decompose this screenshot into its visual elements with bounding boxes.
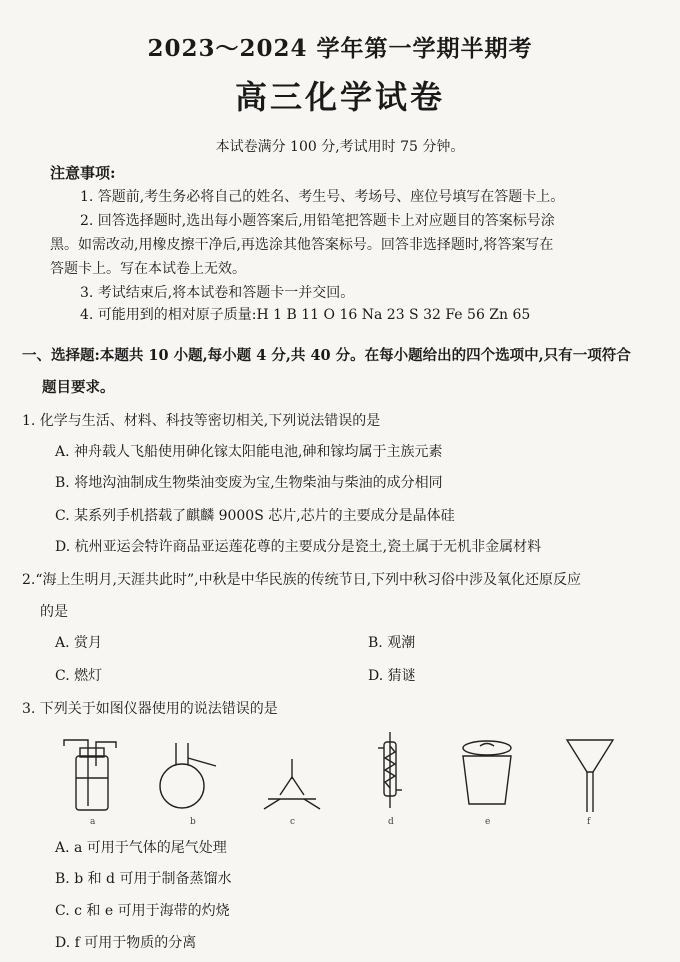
question-2-stem-cont: 的是 (40, 604, 68, 620)
paper-title: 高三化学试卷 (234, 78, 445, 116)
funnel-figure (565, 736, 615, 816)
notice-line: 答题卡上。写在本试卷上无效。 (50, 261, 246, 277)
apparatus-label-c: c (290, 817, 296, 827)
question-3-option-d: D. f 可用于物质的分离 (55, 935, 197, 951)
notice-line: 3. 考试结束后,将本试卷和答题卡一并交回。 (80, 285, 355, 301)
gas-washing-bottle-figure (60, 730, 120, 815)
condenser-figure (375, 728, 405, 813)
question-2-option-d: D. 猜谜 (368, 668, 416, 684)
question-1-option-a: A. 神舟载人飞船使用砷化镓太阳能电池,砷和镓均属于主族元素 (55, 444, 443, 460)
question-3-option-b: B. b 和 d 可用于制备蒸馏水 (55, 871, 232, 887)
question-3-option-c: C. c 和 e 可用于海带的灼烧 (55, 903, 230, 919)
question-3-stem: 3. 下列关于如图仪器使用的说法错误的是 (22, 701, 278, 717)
question-1-stem: 1. 化学与生活、材料、科技等密切相关,下列说法错误的是 (22, 413, 381, 429)
round-bottom-flask-figure (160, 738, 220, 813)
exam-info: 本试卷满分 100 分,考试用时 75 分钟。 (215, 139, 465, 155)
apparatus-label-e: e (485, 817, 491, 827)
question-2-stem: 2.“海上生明月,天涯共此时”,中秋是中华民族的传统节日,下列中秋习俗中涉及氧化还原反应 (22, 572, 582, 588)
notice-line: 4. 可能用到的相对原子质量:H 1 B 11 O 16 Na 23 S 32 Fe 56 Zn 65 (80, 307, 531, 323)
crucible-figure (458, 738, 516, 810)
section-heading: 一、选择题:本题共 10 小题,每小题 4 分,共 40 分。在每小题给出的四个选项中,只有一项符合 (22, 347, 631, 364)
notice-line: 2. 回答选择题时,选出每小题答案后,用铅笔把答题卡上对应题目的答案标号涂 (80, 213, 555, 229)
apparatus-label-d: d (388, 817, 394, 827)
apparatus-label-a: a (90, 817, 96, 827)
notice-line: 1. 答题前,考生务必将自己的姓名、考生号、考场号、座位号填写在答题卡上。 (80, 189, 565, 205)
question-1-option-d: D. 杭州亚运会特许商品亚运莲花尊的主要成分是瓷土,瓷土属于无机非金属材料 (55, 539, 542, 555)
apparatus-label-f: f (587, 817, 591, 827)
question-3-option-a: A. a 可用于气体的尾气处理 (55, 840, 227, 856)
question-1-option-c: C. 某系列手机搭载了麒麟 9000S 芯片,芯片的主要成分是晶体硅 (55, 508, 455, 524)
question-2-option-a: A. 赏月 (55, 635, 103, 651)
question-2-option-c: C. 燃灯 (55, 668, 103, 684)
question-1-option-b: B. 将地沟油制成生物柴油变废为宝,生物柴油与柴油的成分相同 (55, 475, 443, 491)
question-2-option-b: B. 观潮 (368, 635, 416, 651)
exam-title: 2023～2024 学年第一学期半期考 (147, 35, 533, 62)
section-heading-cont: 题目要求。 (42, 379, 115, 396)
notice-heading: 注意事项: (50, 164, 116, 182)
notice-line: 黑。如需改动,用橡皮擦干净后,再选涂其他答案标号。回答非选择题时,将答案写在 (50, 237, 554, 253)
clay-triangle-figure (260, 755, 325, 813)
apparatus-label-b: b (190, 817, 196, 827)
